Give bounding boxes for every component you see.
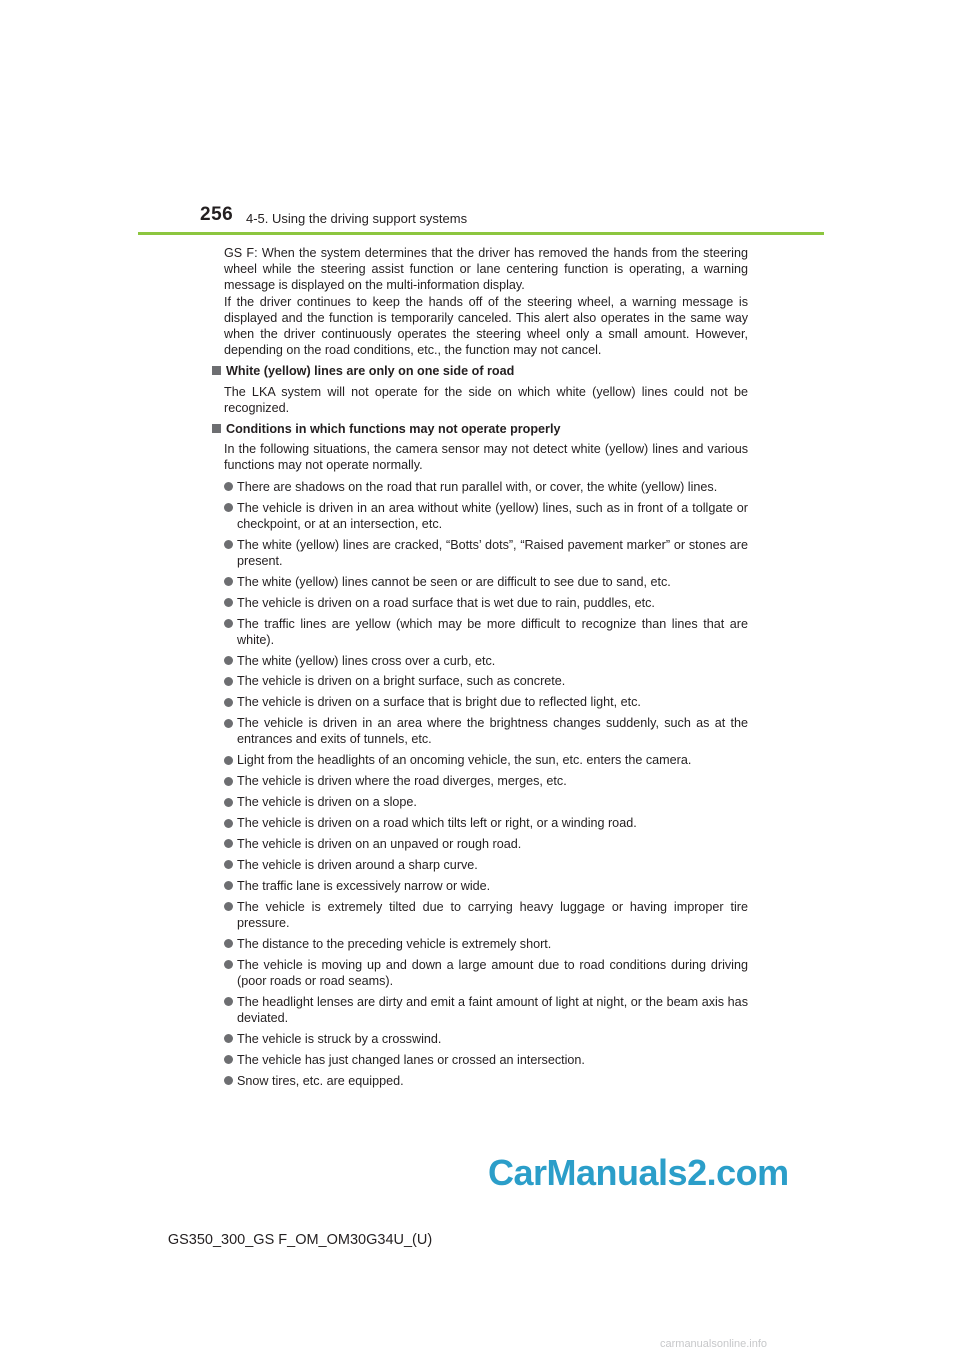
list-item-text: The white (yellow) lines are cracked, “Botts’ dots”, “Raised pavement marker” or stones are present. <box>237 537 748 568</box>
list-item <box>224 479 748 495</box>
list-item <box>224 694 748 710</box>
list-item <box>224 715 748 747</box>
circle-bullet-icon <box>224 503 233 512</box>
circle-bullet-icon <box>224 881 233 890</box>
list-item-text: The vehicle is extremely tilted due to carrying heavy luggage or having improper tire pressure. <box>237 899 748 930</box>
list-item-text: The white (yellow) lines cannot be seen or are difficult to see due to sand, etc. <box>237 574 671 589</box>
list-item <box>224 794 748 810</box>
circle-bullet-icon <box>224 1076 233 1085</box>
section-body-conditions: In the following situations, the camera sensor may not detect white (yellow) lines and various functions may not operate normally. <box>224 442 748 473</box>
list-item-text: The vehicle is driven on a road surface that is wet due to rain, puddles, etc. <box>237 595 655 610</box>
list-item <box>224 773 748 789</box>
list-item <box>224 878 748 894</box>
list-item-text: Snow tires, etc. are equipped. <box>237 1073 404 1088</box>
document-code: GS350_300_GS F_OM_OM30G34U_(U) <box>167 1232 433 1248</box>
list-item-text: The distance to the preceding vehicle is extremely short. <box>237 936 552 951</box>
list-item <box>224 857 748 873</box>
list-item <box>224 1052 748 1068</box>
list-item-text: The vehicle has just changed lanes or crossed an intersection. <box>237 1052 585 1067</box>
list-item <box>224 500 748 532</box>
watermark-logo: CarManuals2.com <box>488 1152 789 1193</box>
list-item-text: The vehicle is driven around a sharp curve. <box>237 857 478 872</box>
circle-bullet-icon <box>224 656 233 665</box>
circle-bullet-icon <box>224 719 233 728</box>
list-item <box>224 957 748 989</box>
header-rule <box>138 232 824 235</box>
section-body-one-side: The LKA system will not operate for the side on which white (yellow) lines could not be recognized. <box>224 384 748 415</box>
circle-bullet-icon <box>224 619 233 628</box>
conditions-list <box>210 479 748 1089</box>
list-item <box>224 673 748 689</box>
list-item <box>224 936 748 952</box>
circle-bullet-icon <box>224 577 233 586</box>
list-item-text: The traffic lane is excessively narrow or wide. <box>237 878 491 893</box>
list-item-text: The vehicle is driven in an area where the brightness changes suddenly, such as at the entrances and exits of tunnels, etc. <box>237 716 748 747</box>
circle-bullet-icon <box>224 839 233 848</box>
circle-bullet-icon <box>224 902 233 911</box>
list-item-text: The headlight lenses are dirty and emit a faint amount of light at night, or the beam axis has deviated. <box>237 994 748 1025</box>
list-item <box>224 752 748 768</box>
page-content <box>210 245 748 1093</box>
section-title: 4-5. Using the driving support systems <box>246 211 468 226</box>
list-item <box>224 653 748 669</box>
list-item-text: Light from the headlights of an oncoming vehicle, the sun, etc. enters the camera. <box>237 753 692 768</box>
section-heading-conditions <box>210 421 748 437</box>
list-item-text: The vehicle is driven on a bright surface, such as concrete. <box>237 674 566 689</box>
list-item <box>224 574 748 590</box>
list-item-text: The traffic lines are yellow (which may be more difficult to recognize than lines that are white). <box>237 616 748 647</box>
circle-bullet-icon <box>224 819 233 828</box>
list-item-text: The vehicle is driven on a slope. <box>237 795 417 810</box>
circle-bullet-icon <box>224 540 233 549</box>
list-item-text: The vehicle is driven where the road diverges, merges, etc. <box>237 774 567 789</box>
list-item-text: The vehicle is driven on a surface that is bright due to reflected light, etc. <box>237 695 641 710</box>
list-item-text: The vehicle is driven on a road which tilts left or right, or a winding road. <box>237 816 637 831</box>
list-item <box>224 595 748 611</box>
circle-bullet-icon <box>224 598 233 607</box>
list-item-text: The vehicle is struck by a crosswind. <box>237 1031 442 1046</box>
list-item-text: The vehicle is moving up and down a large amount due to road conditions during driving (poor roads or road seams). <box>237 957 748 988</box>
circle-bullet-icon <box>224 1055 233 1064</box>
circle-bullet-icon <box>224 698 233 707</box>
list-item <box>224 899 748 931</box>
square-bullet-icon <box>212 424 221 433</box>
circle-bullet-icon <box>224 798 233 807</box>
site-watermark: carmanualsonline.info <box>660 1338 768 1350</box>
section-heading-one-side <box>210 363 748 379</box>
circle-bullet-icon <box>224 482 233 491</box>
list-item-text: The vehicle is driven on an unpaved or rough road. <box>237 836 522 851</box>
circle-bullet-icon <box>224 960 233 969</box>
section-heading-text: White (yellow) lines are only on one side of road <box>226 364 515 379</box>
list-item-text: There are shadows on the road that run parallel with, or cover, the white (yellow) lines. <box>237 479 718 494</box>
circle-bullet-icon <box>224 756 233 765</box>
page-number: 256 <box>200 204 234 225</box>
intro-paragraph-2: If the driver continues to keep the hands off of the steering wheel, a warning message is displayed and the function is temporarily canceled. This alert also operates in the same way when the driver continuously operates the steering wheel only a small amount. However, depending on the road conditions, etc., the function may not cancel. <box>224 294 748 358</box>
intro-paragraph-1: GS F: When the system determines that the driver has removed the hands from the steering wheel while the steering assist function or lane centering function is operating, a warning message is displayed on the multi-information display. <box>224 246 748 293</box>
list-item <box>224 836 748 852</box>
list-item <box>224 616 748 648</box>
list-item <box>224 537 748 569</box>
square-bullet-icon <box>212 366 221 375</box>
list-item-text: The vehicle is driven in an area without white (yellow) lines, such as in front of a tollgate or checkpoint, or at an intersection, etc. <box>237 500 748 531</box>
circle-bullet-icon <box>224 1034 233 1043</box>
list-item-text: The white (yellow) lines cross over a curb, etc. <box>237 653 496 668</box>
list-item <box>224 815 748 831</box>
circle-bullet-icon <box>224 997 233 1006</box>
list-item <box>224 1073 748 1089</box>
circle-bullet-icon <box>224 939 233 948</box>
section-heading-text: Conditions in which functions may not operate properly <box>226 422 561 437</box>
list-item <box>224 994 748 1026</box>
list-item <box>224 1031 748 1047</box>
circle-bullet-icon <box>224 777 233 786</box>
circle-bullet-icon <box>224 860 233 869</box>
circle-bullet-icon <box>224 677 233 686</box>
